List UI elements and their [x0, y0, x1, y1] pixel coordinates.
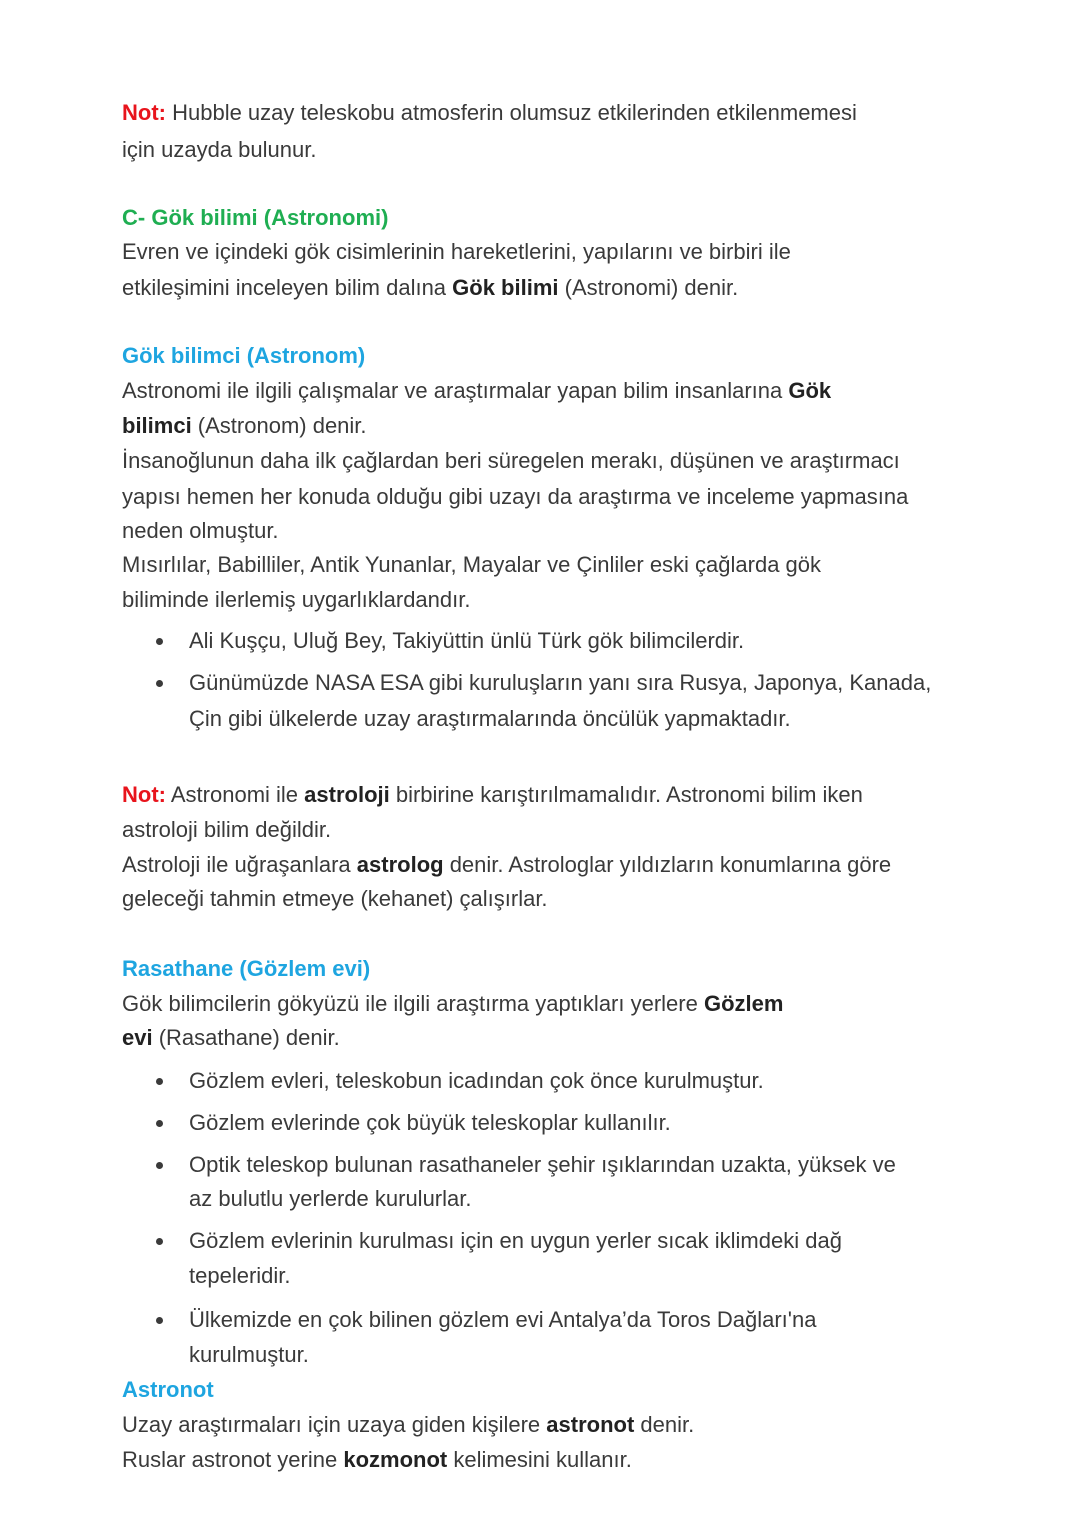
bold-term: astronot — [546, 1412, 635, 1437]
text: geleceği tahmin etmeye (kehanet) çalışırlar. — [122, 886, 548, 911]
text: (Astronomi) denir. — [558, 275, 739, 300]
text: denir. Astrologlar yıldızların konumlarına göre — [443, 852, 892, 877]
text: Gözlem evlerinde çok büyük teleskoplar kullanılır. — [189, 1110, 671, 1135]
text-line — [122, 413, 367, 439]
bullet-icon — [156, 1120, 163, 1127]
text: Çin gibi ülkelerde uzay araştırmalarında öncülük yapmaktadır. — [189, 706, 791, 731]
text: neden olmuştur. — [122, 518, 279, 543]
bullet-item — [189, 1110, 671, 1136]
text-line — [122, 886, 548, 912]
bullet-icon — [156, 1162, 163, 1169]
bold-term: evi — [122, 1025, 153, 1050]
bullet-item — [189, 1152, 896, 1178]
text-line — [122, 343, 365, 369]
text-line — [122, 587, 470, 613]
text: kelimesini kullanır. — [447, 1447, 632, 1472]
text: Evren ve içindeki gök cisimlerinin hareketlerini, yapılarını ve birbiri ile — [122, 239, 791, 264]
text: İnsanoğlunun daha ilk çağlardan beri süregelen merakı, düşünen ve araştırmacı — [122, 448, 900, 473]
text: etkileşimini inceleyen bilim dalına — [122, 275, 453, 300]
text: denir. — [634, 1412, 695, 1437]
text: biliminde ilerlemiş uygarlıklardandır. — [122, 587, 471, 612]
bullet-icon — [156, 680, 163, 687]
text-line — [122, 956, 370, 982]
bold-term: Gözlem — [703, 991, 784, 1016]
text: Gözlem evleri, teleskobun icadından çok önce kurulmuştur. — [189, 1068, 764, 1093]
text-line — [122, 518, 279, 544]
text-line — [122, 448, 900, 474]
text: Astronomi ile ilgili çalışmalar ve araştırmalar yapan bilim insanlarına — [122, 378, 789, 403]
text: tepeleridir. — [189, 1263, 291, 1288]
text: Ali Kuşçu, Uluğ Bey, Takiyüttin ünlü Türk gök bilimcilerdir. — [189, 628, 745, 653]
text: Uzay araştırmaları için uzaya giden kişilere — [122, 1412, 547, 1437]
text: Ruslar astronot yerine — [122, 1447, 344, 1472]
section-heading: C- Gök bilimi (Astronomi) — [122, 205, 389, 230]
text: yapısı hemen her konuda olduğu gibi uzayı da araştırma ve inceleme yapmasına — [122, 484, 909, 509]
text: birbirine karıştırılmamalıdır. Astronomi bilim iken — [389, 782, 863, 807]
subsection-heading: Astronot — [122, 1377, 214, 1402]
note-label: Not: — [122, 782, 166, 807]
text-line — [122, 275, 738, 301]
subsection-heading: Rasathane (Gözlem evi) — [122, 956, 371, 981]
bullet-item — [189, 1068, 764, 1094]
text: Gözlem evlerinin kurulması için en uygun yerler sıcak iklimdeki dağ — [189, 1228, 842, 1253]
text: Günümüzde NASA ESA gibi kuruluşların yanı sıra Rusya, Japonya, Kanada, — [189, 670, 932, 695]
text-line — [122, 852, 891, 878]
text: Hubble uzay teleskobu atmosferin olumsuz etkilerinden etkilenmemesi — [165, 100, 857, 125]
text: için uzayda bulunur. — [122, 137, 317, 162]
text-line — [122, 817, 331, 843]
text: (Astronom) denir. — [191, 413, 367, 438]
text-line — [122, 1412, 694, 1438]
text-line — [122, 100, 857, 126]
bullet-icon — [156, 638, 163, 645]
bullet-icon — [156, 1238, 163, 1245]
bold-term: Gök bilimi — [452, 275, 559, 300]
text-line — [122, 991, 783, 1017]
text: astroloji bilim değildir. — [122, 817, 332, 842]
bullet-item — [189, 1228, 842, 1254]
subsection-heading: Gök bilimci (Astronom) — [122, 343, 366, 368]
text-line — [122, 484, 908, 510]
text: Astroloji ile uğraşanlara — [122, 852, 357, 877]
text: kurulmuştur. — [189, 1342, 309, 1367]
bold-term: astroloji — [304, 782, 390, 807]
text: az bulutlu yerlerde kurulurlar. — [189, 1186, 472, 1211]
text-line — [122, 239, 791, 265]
text-line — [122, 1025, 340, 1051]
text-line — [122, 205, 388, 231]
bullet-item — [189, 670, 931, 696]
text-line — [122, 1447, 632, 1473]
bullet-icon — [156, 1317, 163, 1324]
text-line — [122, 378, 831, 404]
bold-term: bilimci — [122, 413, 192, 438]
text: Gök bilimcilerin gökyüzü ile ilgili araştırma yaptıkları yerlere — [122, 991, 704, 1016]
bullet-item — [189, 628, 744, 654]
text-line — [189, 1186, 471, 1212]
note-label: Not: — [122, 100, 166, 125]
bold-term: kozmonot — [343, 1447, 448, 1472]
text-line — [122, 552, 821, 578]
bullet-item — [189, 1307, 816, 1333]
text-line — [122, 782, 863, 808]
text-line — [189, 1342, 309, 1368]
text: (Rasathane) denir. — [152, 1025, 340, 1050]
bold-term: astrolog — [356, 852, 444, 877]
text: Astronomi ile — [165, 782, 305, 807]
text-line — [189, 1263, 291, 1289]
text: Mısırlılar, Babilliler, Antik Yunanlar, Mayalar ve Çinliler eski çağlarda gök — [122, 552, 822, 577]
text: Ülkemizde en çok bilinen gözlem evi Antalya’da Toros Dağları'na — [189, 1307, 817, 1332]
text-line — [122, 1377, 214, 1403]
bold-term: Gök — [788, 378, 832, 403]
text-line — [189, 706, 791, 732]
text-line — [122, 137, 316, 163]
bullet-icon — [156, 1078, 163, 1085]
text: Optik teleskop bulunan rasathaneler şehir ışıklarından uzakta, yüksek ve — [189, 1152, 896, 1177]
